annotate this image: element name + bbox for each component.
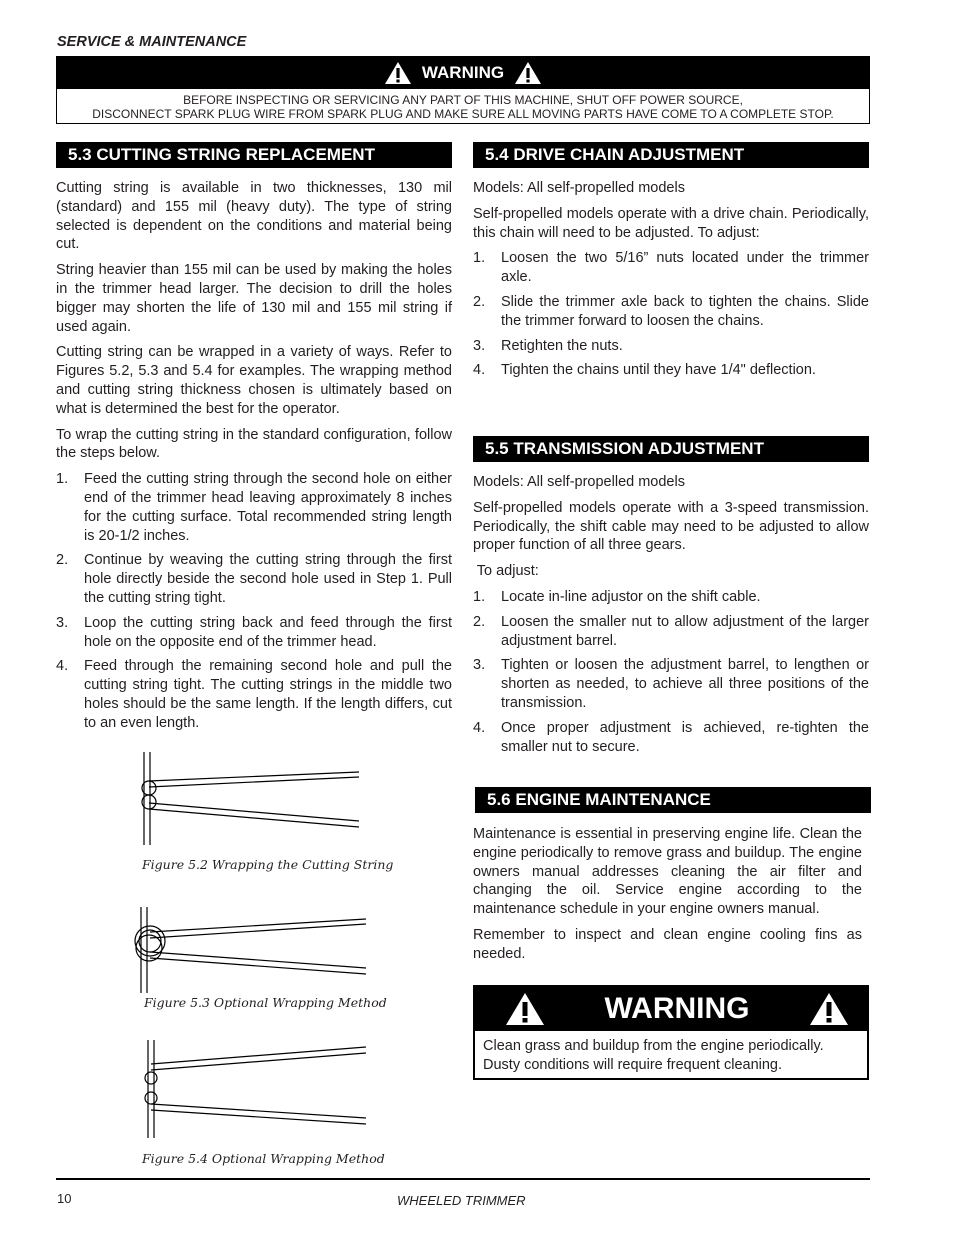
step-text: Locate in-line adjustor on the shift cable.: [501, 588, 761, 605]
step-text: Loosen the smaller nut to allow adjustment of the larger adjustment barrel.: [501, 613, 869, 649]
figure-5-4-drawing: [138, 1038, 370, 1142]
step-number: 2.: [473, 293, 486, 310]
section-5-6-heading: 5.6 ENGINE MAINTENANCE: [475, 787, 871, 813]
list-item: [56, 614, 452, 652]
engine-warning-bar: [475, 987, 867, 1031]
steps-list: [56, 470, 452, 732]
paragraph: To wrap the cutting string in the standard configuration, follow the steps below.: [56, 426, 452, 462]
paragraph: Remember to inspect and clean engine cooling fins as needed.: [473, 926, 862, 962]
top-warning-bar: [57, 57, 869, 89]
steps-list: [473, 588, 869, 756]
paragraph: String heavier than 155 mil can be used by making the holes in the trimmer head larger. The decision to drill the holes bigger may shorten the life of 130 mil and 155 mil string if used again.: [56, 262, 452, 335]
top-warning-box: [56, 56, 870, 124]
figure-5-2-drawing: [135, 750, 370, 848]
list-item: [473, 337, 869, 356]
step-number: 3.: [473, 657, 486, 674]
section-5-3-body: [56, 179, 452, 739]
step-number: 1.: [473, 250, 486, 267]
list-item: [473, 613, 869, 651]
section-5-4-heading: 5.4 DRIVE CHAIN ADJUSTMENT: [473, 142, 869, 168]
step-number: 4.: [473, 362, 486, 379]
step-number: 3.: [473, 337, 486, 354]
paragraph: Self-propelled models operate with a 3-speed transmission. Periodically, the shift cable may need to be adjusted to allow proper function of all three gears.: [473, 499, 869, 554]
figure-caption: Figure 5.3 Optional Wrapping Method: [144, 995, 387, 1010]
page-number: 10: [57, 1191, 72, 1206]
step-text: Continue by weaving the cutting string through the first hole directly beside the second hole used in Step 1. Pull the cutting string tight.: [84, 552, 452, 606]
step-number: 4.: [56, 658, 69, 675]
step-number: 3.: [56, 614, 69, 631]
step-text: Slide the trimmer axle back to tighten the chains. Slide the trimmer forward to loosen the chains.: [501, 293, 869, 329]
step-number: 4.: [473, 719, 486, 736]
section-5-3-heading: 5.3 CUTTING STRING REPLACEMENT: [56, 142, 452, 168]
paragraph: Cutting string is available in two thicknesses, 130 mil (standard) and 155 mil (heavy duty). The type of string selected is dependent on the conditions and material being cut.: [56, 180, 452, 253]
paragraph: Models: All self-propelled models: [473, 180, 685, 196]
top-warning-line2: DISCONNECT SPARK PLUG WIRE FROM SPARK PLUG AND MAKE SURE ALL MOVING PARTS HAVE COME TO A COMPLETE STOP.: [92, 107, 834, 121]
steps-list: [473, 249, 869, 380]
engine-warning-label: WARNING: [604, 992, 750, 1025]
warning-triangle-icon: [505, 992, 545, 1026]
paragraph: Maintenance is essential in preserving engine life. Clean the engine periodically to remove grass and buildup. The engine owners manual addresses cleaning the air filter and changing the oil. Service engine according to the maintenance schedule in your engine owners manual.: [473, 826, 862, 918]
list-item: [473, 249, 869, 287]
paragraph: Models: All self-propelled models: [473, 474, 685, 490]
warning-triangle-icon: [809, 992, 849, 1026]
step-text: Loop the cutting string back and feed through the first hole on the opposite end of the trimmer head.: [84, 614, 452, 650]
list-item: [56, 657, 452, 732]
list-item: [56, 470, 452, 545]
section-5-5-heading: 5.5 TRANSMISSION ADJUSTMENT: [473, 436, 869, 462]
section-header: SERVICE & MAINTENANCE: [57, 34, 247, 50]
step-text: Feed through the remaining second hole and pull the cutting string tight. The cutting strings in the middle two holes should be the same length. If the length differs, cut to an even length.: [84, 658, 452, 731]
warning-triangle-icon: [384, 61, 412, 85]
engine-warning-box: [473, 985, 869, 1080]
list-item: [56, 551, 452, 607]
list-item: [473, 719, 869, 757]
footer-rule: [56, 1178, 870, 1180]
step-text: Loosen the two 5/16” nuts located under the trimmer axle.: [501, 250, 869, 286]
paragraph: To adjust:: [473, 563, 539, 580]
section-5-6-body: [473, 825, 862, 971]
section-5-4-body: [473, 179, 869, 386]
figure-caption: Figure 5.4 Optional Wrapping Method: [142, 1151, 385, 1166]
step-text: Tighten or loosen the adjustment barrel, to lengthen or shorten as needed, to achieve all three positions of the transmission.: [501, 657, 869, 711]
step-text: Tighten the chains until they have 1/4" deflection.: [501, 362, 816, 379]
engine-warning-text: Clean grass and buildup from the engine periodically. Dusty conditions will require frequent cleaning.: [483, 1038, 824, 1073]
paragraph: Cutting string can be wrapped in a variety of ways. Refer to Figures 5.2, 5.3 and 5.4 for examples. The wrapping method and cutting string thickness chosen is ultimately based on what is determined the best for the operator.: [56, 344, 452, 417]
list-item: [473, 293, 869, 331]
step-text: Once proper adjustment is achieved, re-tighten the smaller nut to secure.: [501, 719, 869, 755]
step-number: 2.: [473, 613, 486, 630]
step-number: 2.: [56, 552, 69, 569]
step-number: 1.: [473, 588, 486, 605]
step-text: Feed the cutting string through the second hole on either end of the trimmer head leaving approximately 8 inches for the cutting surface. Total recommended string length is 20-1/2 inches.: [84, 471, 452, 544]
footer-title: WHEELED TRIMMER: [397, 1193, 526, 1208]
warning-triangle-icon: [514, 61, 542, 85]
list-item: [473, 361, 869, 380]
section-5-5-body: [473, 473, 869, 762]
list-item: [473, 656, 869, 712]
figure-caption: Figure 5.2 Wrapping the Cutting String: [142, 857, 394, 872]
top-warning-label: WARNING: [421, 63, 505, 82]
step-text: Retighten the nuts.: [501, 337, 623, 354]
paragraph: Self-propelled models operate with a drive chain. Periodically, this chain will need to be adjusted. To adjust:: [473, 205, 869, 241]
figure-5-3-drawing: [128, 905, 370, 997]
step-number: 1.: [56, 471, 69, 488]
top-warning-line1: BEFORE INSPECTING OR SERVICING ANY PART OF THIS MACHINE, SHUT OFF POWER SOURCE,: [183, 93, 743, 107]
list-item: [473, 588, 869, 607]
